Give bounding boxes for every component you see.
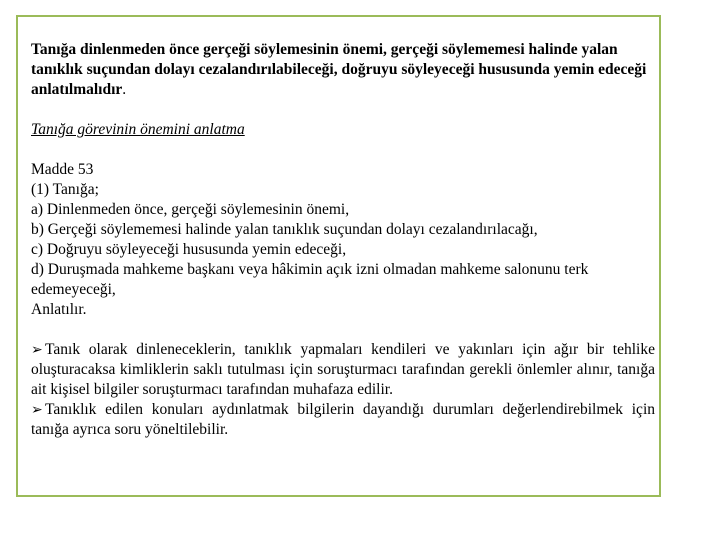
article-line: b) Gerçeği söylememesi halinde yalan tanıklık suçundan dolayı cezalandırılacağı,: [31, 221, 538, 238]
bullet-text: Tanıklık edilen konuları aydınlatmak bilgilerin dayandığı durumları değerlendirebilmek için tanığa ayrıca soru yöneltilebilir.: [31, 401, 655, 438]
article-line: (1) Tanığa;: [31, 181, 99, 198]
article-line: a) Dinlenmeden önce, gerçeği söylemesinin önemi,: [31, 201, 350, 218]
arrow-bullet-icon: ➢: [31, 402, 43, 418]
intro-text: Tanığa dinlenmeden önce gerçeği söylemesinin önemi, gerçeği söylememesi halinde yalan tanıklık suçundan dolayı cezalandırılabileceği, doğruyu söyleyeceği hususunda yemin edeceği anlatılmalıdır: [31, 41, 647, 98]
section-heading: Tanığa görevinin önemini anlatma: [31, 121, 245, 138]
bullet-item: [31, 400, 655, 440]
bullet-text: Tanık olarak dinleneceklerin, tanıklık yapmaları kendileri ve yakınları için ağır bir tehlike oluşturacaksa kimliklerin saklı tutulması için soruşturmacı tarafından gerekli önlemler alınır, tanığa ait kişisel bilgiler soruşturmacı tarafından muhafaza edilir.: [31, 341, 655, 398]
article-title: Madde 53: [31, 161, 94, 178]
bullet-list: [31, 340, 655, 440]
arrow-bullet-icon: ➢: [31, 342, 43, 358]
article-block: [31, 160, 655, 320]
article-line: c) Doğruyu söyleyeceği hususunda yemin edeceği,: [31, 241, 347, 258]
intro-paragraph: [31, 40, 655, 100]
article-line: Anlatılır.: [31, 301, 87, 318]
document-body: [31, 40, 655, 440]
intro-end-mark: .: [122, 81, 127, 98]
bullet-item: [31, 340, 655, 400]
article-line: d) Duruşmada mahkeme başkanı veya hâkimin açık izni olmadan mahkeme salonunu terk edemeyeceği,: [31, 261, 589, 298]
